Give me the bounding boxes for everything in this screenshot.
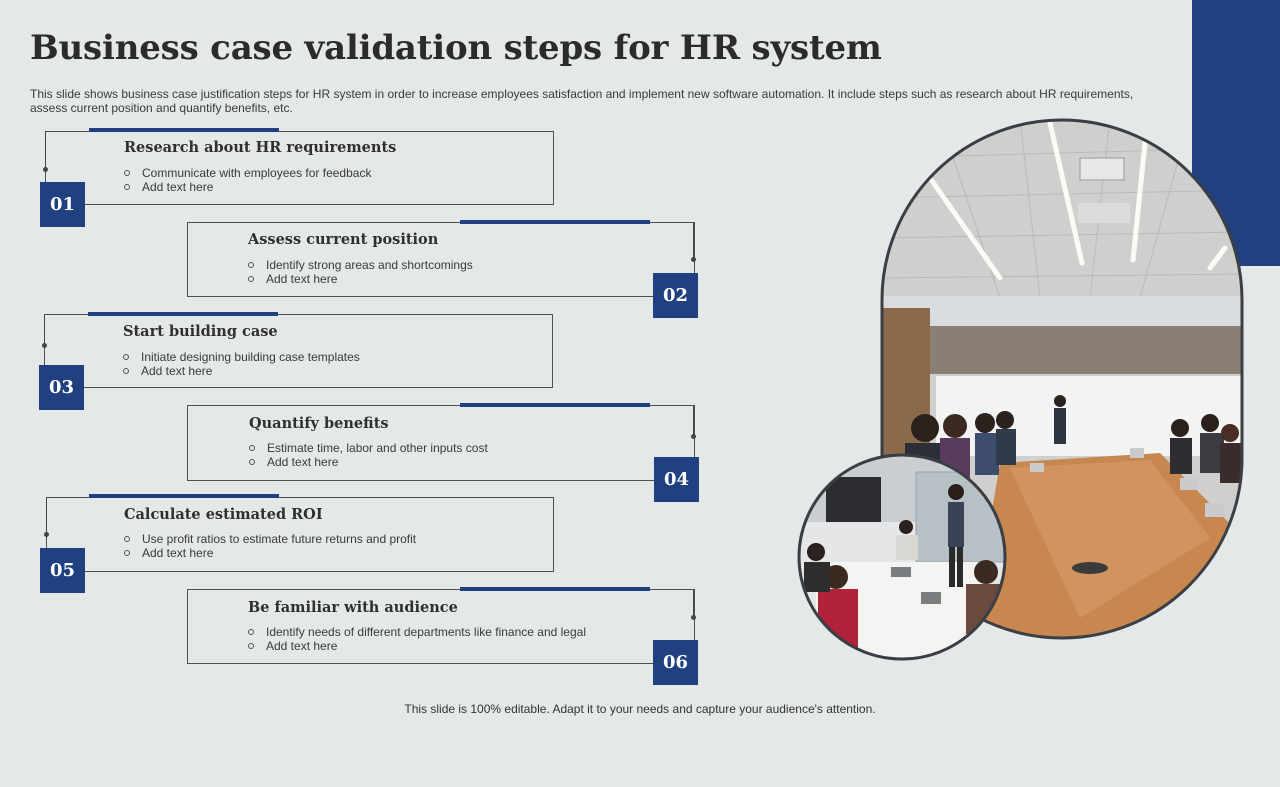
step-bullet-list	[248, 625, 586, 653]
bullet-item	[248, 639, 586, 653]
connector-line	[45, 132, 46, 170]
step-number-badge: 06	[653, 640, 698, 685]
connector-line	[693, 406, 694, 437]
step-number-badge: 02	[653, 273, 698, 318]
bullet-item	[124, 532, 416, 546]
circle-bullet-icon	[248, 262, 254, 268]
bullet-item	[124, 166, 371, 180]
bullet-text: Initiate designing building case templates	[141, 350, 360, 364]
step-title: Assess current position	[248, 231, 439, 248]
step-accent-bar	[89, 494, 279, 498]
connector-dot	[691, 434, 696, 439]
slide-title: Business case validation steps for HR system	[30, 28, 882, 68]
step-accent-bar	[460, 587, 650, 591]
circle-bullet-icon	[249, 459, 255, 465]
bullet-item	[248, 272, 473, 286]
bullet-item	[248, 625, 586, 639]
circle-bullet-icon	[249, 445, 255, 451]
bullet-text: Identify strong areas and shortcomings	[266, 258, 473, 272]
circle-bullet-icon	[248, 629, 254, 635]
connector-line	[693, 223, 694, 260]
step-accent-bar	[89, 128, 279, 132]
connector-line	[46, 498, 47, 535]
bullet-text: Estimate time, labor and other inputs cost	[267, 441, 488, 455]
connector-line	[693, 590, 694, 617]
slide-footer: This slide is 100% editable. Adapt it to your needs and capture your audience's attention.	[404, 702, 876, 716]
bullet-text: Add text here	[267, 455, 339, 469]
bullet-item	[124, 180, 371, 194]
slide-description: This slide shows business case justification steps for HR system in order to increase employees satisfaction and implement new software automation. It include steps such as research about HR requirements, assess current position and quantify benefits, etc.	[30, 87, 1134, 115]
step-number-badge: 03	[39, 365, 84, 410]
bullet-text: Use profit ratios to estimate future returns and profit	[142, 532, 417, 546]
circle-bullet-icon	[248, 276, 254, 282]
step-title: Quantify benefits	[249, 415, 389, 432]
bullet-text: Communicate with employees for feedback	[142, 166, 372, 180]
step-bullet-list	[124, 166, 371, 194]
circle-bullet-icon	[124, 170, 130, 176]
bullet-item	[249, 441, 488, 455]
step-bullet-list	[248, 258, 473, 286]
circle-bullet-icon	[248, 643, 254, 649]
bullet-item	[123, 350, 360, 364]
step-bullet-list	[249, 441, 488, 469]
circle-bullet-icon	[124, 536, 130, 542]
step-title: Start building case	[123, 323, 278, 340]
bullet-text: Add text here	[266, 272, 338, 286]
circle-bullet-icon	[123, 368, 129, 374]
step-number-badge: 01	[40, 182, 85, 227]
step-number-badge: 04	[654, 457, 699, 502]
step-accent-bar	[460, 220, 650, 224]
step-title: Be familiar with audience	[248, 599, 458, 616]
bullet-text: Add text here	[266, 639, 338, 653]
bullet-text: Add text here	[141, 364, 213, 378]
circle-bullet-icon	[123, 354, 129, 360]
step-accent-bar	[88, 312, 278, 316]
circle-bullet-icon	[124, 550, 130, 556]
bullet-text: Identify needs of different departments like finance and legal	[266, 625, 586, 639]
connector-dot	[691, 257, 696, 262]
step-title: Research about HR requirements	[124, 139, 397, 156]
bullet-item	[123, 364, 360, 378]
step-number-badge: 05	[40, 548, 85, 593]
team-meeting-photo	[796, 452, 1008, 662]
connector-line	[44, 315, 45, 346]
circle-bullet-icon	[124, 184, 130, 190]
bullet-item	[124, 546, 416, 560]
bullet-item	[248, 258, 473, 272]
step-accent-bar	[460, 403, 650, 407]
step-06	[0, 587, 740, 787]
step-bullet-list	[123, 350, 360, 378]
step-bullet-list	[124, 532, 416, 560]
bullet-item	[249, 455, 488, 469]
bullet-text: Add text here	[142, 546, 214, 560]
connector-dot	[691, 615, 696, 620]
bullet-text: Add text here	[142, 180, 214, 194]
step-title: Calculate estimated ROI	[124, 506, 323, 523]
